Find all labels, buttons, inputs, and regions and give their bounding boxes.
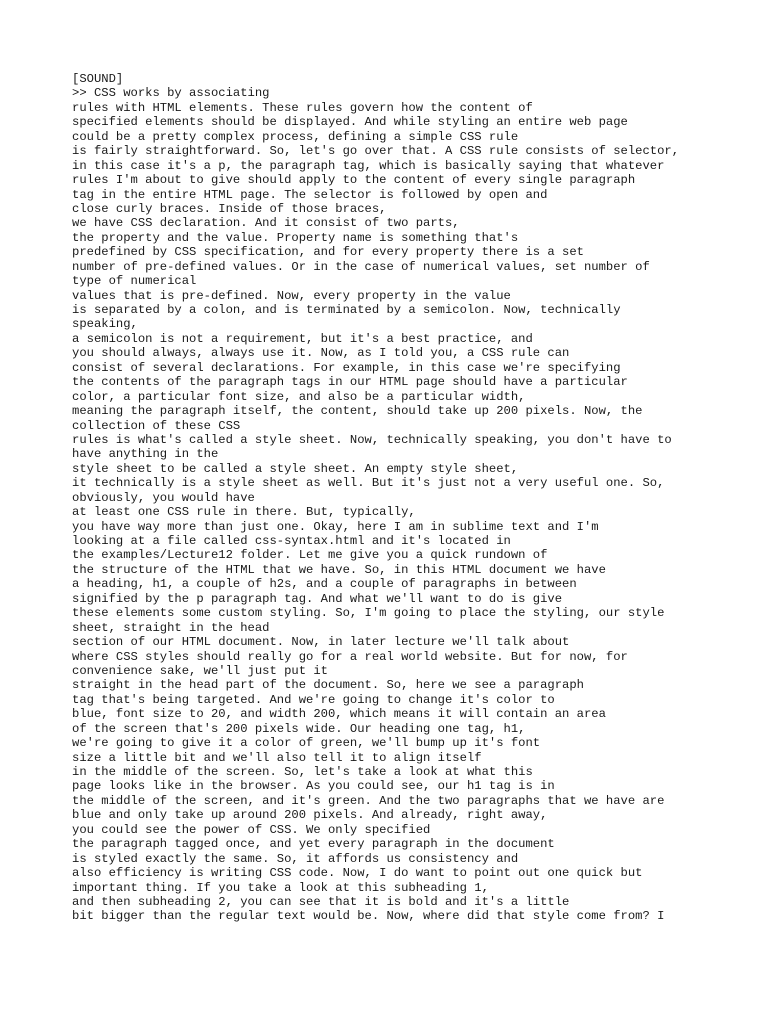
transcript-line: page looks like in the browser. As you could see, our h1 tag is in	[72, 779, 555, 794]
transcript-line: meaning the paragraph itself, the content, should take up 200 pixels. Now, the	[72, 404, 643, 419]
transcript-line: in the middle of the screen. So, let's take a look at what this	[72, 765, 533, 779]
transcript-line: we have CSS declaration. And it consist of two parts,	[72, 216, 460, 231]
transcript-line: close curly braces. Inside of those braces,	[72, 201, 387, 216]
transcript-line: style sheet to be called a style sheet. An empty style sheet,	[72, 461, 519, 476]
transcript-line: a semicolon is not a requirement, but it's a best practice, and	[72, 331, 533, 346]
transcript-line: have anything in the	[72, 447, 219, 462]
transcript-line: in this case it's a p, the paragraph tag, which is basically saying that whatever	[72, 158, 665, 173]
transcript-line: obviously, you would have	[72, 490, 255, 505]
transcript-line: speaking,	[72, 317, 138, 332]
transcript-line: we're going to give it a color of green, we'll bump up it's font	[72, 736, 541, 751]
transcript-line: the structure of the HTML that we have. So, in this HTML document we have	[72, 562, 606, 577]
transcript-line: blue, font size to 20, and width 200, which means it will contain an area	[72, 707, 606, 722]
transcript-line: color, a particular font size, and also be a particular width,	[72, 389, 526, 404]
transcript-line: a heading, h1, a couple of h2s, and a couple of paragraphs in between	[72, 577, 577, 592]
transcript-line: values that is pre-defined. Now, every property in the value	[72, 288, 511, 303]
transcript-line: bit bigger than the regular text would be. Now, where did that style come from? I	[72, 909, 665, 924]
transcript-line: blue and only take up around 200 pixels. And already, right away,	[72, 808, 548, 823]
transcript-line: >> CSS works by associating	[72, 86, 270, 101]
transcript-line: you have way more than just one. Okay, here I am in sublime text and I'm	[72, 519, 599, 534]
transcript-line: the examples/Lecture12 folder. Let me give you a quick rundown of	[72, 548, 548, 563]
transcript-line: tag in the entire HTML page. The selector is followed by open and	[72, 187, 548, 202]
transcript-line: it technically is a style sheet as well. But it's just not a very useful one. So,	[72, 476, 665, 491]
transcript-line: number of pre-defined values. Or in the case of numerical values, set number of	[72, 259, 650, 274]
transcript-line: is fairly straightforward. So, let's go over that. A CSS rule consists of selector,	[72, 144, 680, 159]
transcript-line: is styled exactly the same. So, it affords us consistency and	[72, 851, 519, 866]
transcript-line: of the screen that's 200 pixels wide. Our heading one tag, h1,	[72, 721, 526, 736]
transcript-line: consist of several declarations. For example, in this case we're specifying	[72, 360, 621, 375]
transcript-line: you should always, always use it. Now, as I told you, a CSS rule can	[72, 346, 570, 361]
transcript-line: straight in the head part of the document. So, here we see a paragraph	[72, 678, 584, 693]
transcript-line: sheet, straight in the head	[72, 620, 270, 635]
transcript-text	[72, 72, 762, 924]
transcript-line: type of numerical	[72, 274, 197, 289]
transcript-line: predefined by CSS specification, and for every property there is a set	[72, 245, 584, 260]
transcript-line: convenience sake, we'll just put it	[72, 663, 328, 678]
transcript-line: the paragraph tagged once, and yet every paragraph in the document	[72, 837, 555, 852]
transcript-line: rules is what's called a style sheet. Now, technically speaking, you don't have to	[72, 432, 672, 447]
transcript-line: tag that's being targeted. And we're going to change it's color to	[72, 692, 555, 707]
transcript-line: important thing. If you take a look at this subheading 1,	[72, 880, 489, 895]
transcript-line: and then subheading 2, you can see that it is bold and it's a little	[72, 894, 570, 909]
transcript-line: these elements some custom styling. So, I'm going to place the styling, our style	[72, 606, 665, 621]
transcript-line: could be a pretty complex process, defining a simple CSS rule	[72, 129, 519, 144]
transcript-line: section of our HTML document. Now, in later lecture we'll talk about	[72, 635, 570, 650]
transcript-line: the middle of the screen, and it's green. And the two paragraphs that we have are	[72, 793, 665, 808]
transcript-line: [SOUND]	[72, 72, 124, 86]
transcript-line: signified by the p paragraph tag. And what we'll want to do is give	[72, 591, 563, 606]
transcript-line: where CSS styles should really go for a real world website. But for now, for	[72, 649, 628, 664]
transcript-line: size a little bit and we'll also tell it to align itself	[72, 750, 482, 765]
transcript-line: looking at a file called css-syntax.html and it's located in	[72, 534, 511, 548]
transcript-line: specified elements should be displayed. And while styling an entire web page	[72, 115, 628, 130]
transcript-line: rules I'm about to give should apply to the content of every single paragraph	[72, 173, 636, 188]
transcript-line: also efficiency is writing CSS code. Now, I do want to point out one quick but	[72, 866, 643, 881]
transcript-line: you could see the power of CSS. We only specified	[72, 822, 431, 837]
transcript-line: at least one CSS rule in there. But, typically,	[72, 505, 416, 520]
transcript-line: the property and the value. Property name is something that's	[72, 230, 519, 245]
transcript-line: collection of these CSS	[72, 418, 241, 433]
transcript-line: is separated by a colon, and is terminated by a semicolon. Now, technically	[72, 303, 621, 317]
transcript-line: rules with HTML elements. These rules govern how the content of	[72, 100, 533, 115]
transcript-line: the contents of the paragraph tags in our HTML page should have a particular	[72, 375, 628, 390]
